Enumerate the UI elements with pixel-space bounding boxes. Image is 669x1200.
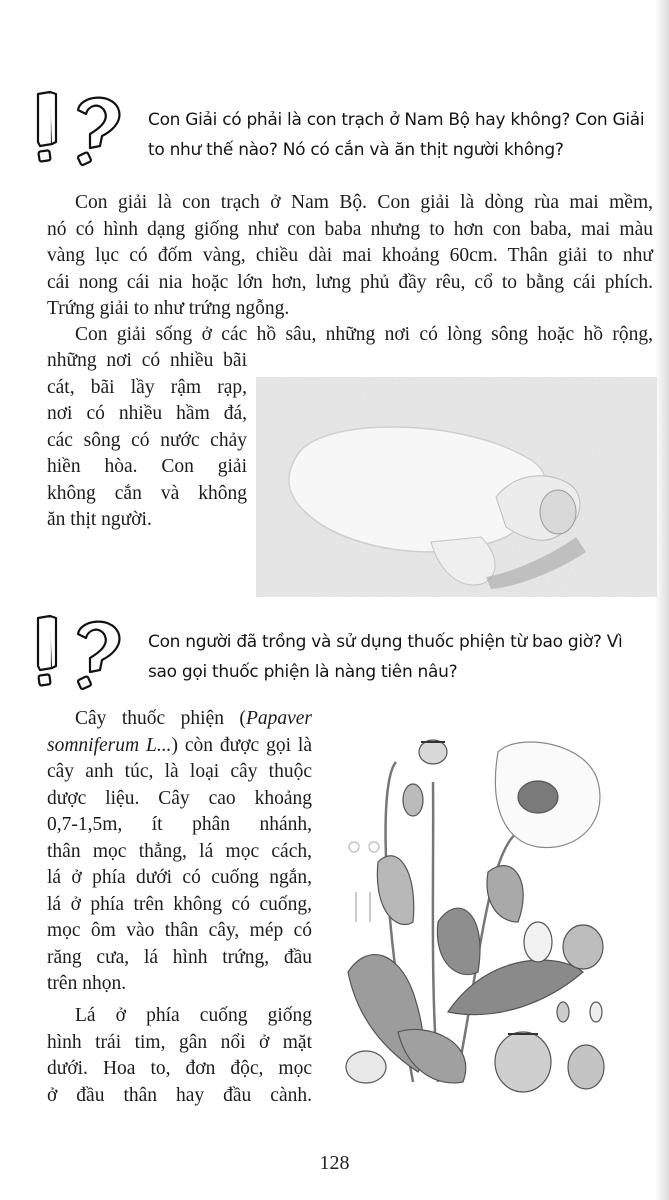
question-1-line: Con Giải có phải là con trạch ở Nam Bộ hay không? Con Giải [148, 110, 645, 130]
exclamation-question-icon [30, 88, 140, 168]
paragraph-giai-description [47, 190, 653, 323]
question-2-line: Con người đã trồng và sử dụng thuốc phiện từ bao giờ? Vì [148, 632, 623, 652]
page-number: 128 [319, 1152, 350, 1174]
paragraph-line: cái nong cái nia hoặc lớn hơn, lưng phủ đầy rêu, cổ to bằng cái phích. [47, 271, 653, 293]
page-edge-shadow [655, 0, 669, 1200]
paragraph-line: răng cưa, lá hình trứng, đầu [47, 946, 312, 968]
paragraph-line: ăn thịt người. [47, 509, 152, 530]
paragraph-line: Con giải sống ở các hồ sâu, những nơi có lòng sông hoặc hồ rộng, [75, 324, 653, 345]
paragraph-line: thân mọc thẳng, lá mọc cách, [47, 840, 312, 862]
paragraph-line: nơi có nhiều hầm đá, [47, 403, 247, 424]
paragraph-line: lá ở phía trên không có cuống, [47, 893, 312, 915]
paragraph-line: dược liệu. Cây cao khoảng [47, 787, 312, 809]
question-2 [148, 627, 668, 687]
paragraph-line: Con giải là con trạch ở Nam Bộ. Con giải là dòng rùa mai mềm, [75, 192, 653, 213]
paragraph-line: những nơi có nhiều bãi [47, 350, 247, 371]
paragraph-line: hình trái tim, gân nổi ở mặt [47, 1031, 312, 1053]
paragraph-giai-habitat-intro [47, 322, 653, 349]
paragraph-line: lá ở phía dưới có cuống ngắn, [47, 867, 312, 888]
paragraph-line: hiền hòa. Con giải [47, 456, 247, 477]
paragraph-poppy-leaves [47, 1003, 312, 1109]
paragraph-line: cây anh túc, là loại cây thuộc [47, 761, 312, 782]
scientific-name: somniferum L... [47, 734, 172, 756]
paragraph-line: trên nhọn. [47, 973, 127, 994]
exclamation-question-icon [30, 612, 140, 692]
scientific-name: Papaver [245, 708, 312, 729]
poppy-botanical-illustration [338, 722, 618, 1107]
softshell-turtle-photo [256, 377, 657, 597]
question-1 [148, 105, 668, 165]
paragraph-line: nó có hình dạng giống như con baba nhưng to hơn con baba, mai màu [47, 218, 653, 240]
paragraph-line: cát, bãi lầy rậm rạp, [47, 376, 247, 398]
paragraph-line: các sông có nước chảy [47, 429, 247, 451]
paragraph-line: mọc ôm vào thân cây, mép có [47, 920, 312, 941]
paragraph-line: ở đầu thân hay đầu cành. [47, 1084, 312, 1106]
paragraph-line: Trứng giải to như trứng ngỗng. [47, 298, 290, 319]
paragraph-giai-habitat [47, 348, 247, 534]
paragraph-line: Lá ở phía cuống giống [75, 1005, 312, 1026]
question-2-line: sao gọi thuốc phiện là nàng tiên nâu? [148, 662, 458, 682]
question-1-line: to như thế nào? Nó có cắn và ăn thịt người không? [148, 140, 564, 160]
paragraph-line: dưới. Hoa to, đơn độc, mọc [47, 1058, 312, 1079]
paragraph-line: ) còn được gọi là [171, 734, 312, 756]
paragraph-line: vàng lục có đốm vàng, chiều dài mai khoảng 60cm. Thân giải to như [47, 245, 653, 266]
paragraph-line: không cắn và không [47, 482, 247, 504]
paragraph-poppy-description [47, 706, 312, 998]
paragraph-line: Cây thuốc phiện ( [75, 708, 246, 729]
paragraph-line: 0,7-1,5m, ít phân nhánh, [47, 814, 312, 835]
